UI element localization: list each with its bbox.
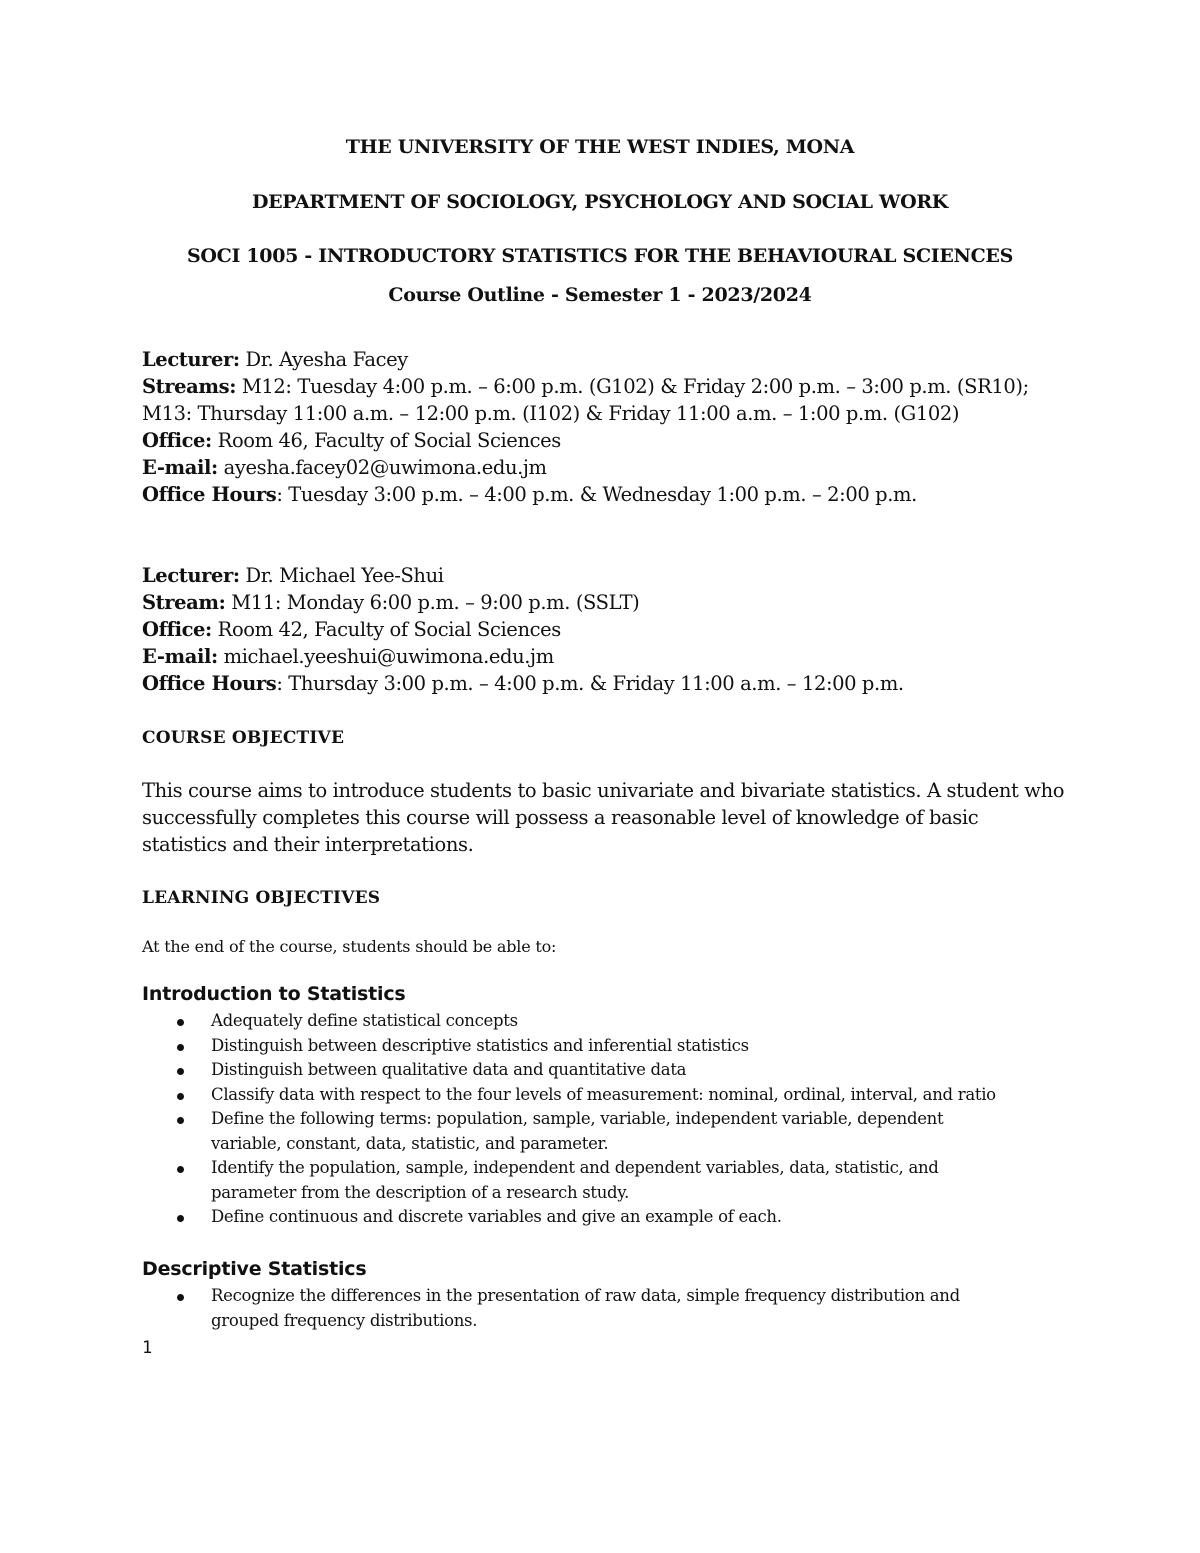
bullet-icon <box>177 1166 184 1173</box>
lecturer1-hours-label: Office Hours <box>142 483 277 506</box>
lecturer1-name-line <box>142 348 408 371</box>
department-title: DEPARTMENT OF SOCIOLOGY, PSYCHOLOGY AND SOCIAL WORK <box>251 191 949 213</box>
bullet-icon <box>177 1068 184 1075</box>
lecturer2-office-value: Room 42, Faculty of Social Sciences <box>211 618 561 641</box>
bullet-icon <box>177 1117 184 1124</box>
lecturer1-email-label: E-mail: <box>142 456 218 479</box>
lecturer2-hours-label: Office Hours <box>142 672 277 695</box>
lecturer1-streams-label: Streams: <box>142 375 237 398</box>
lecturer1-office-line <box>142 429 561 452</box>
lecturer2-hours-value: : Thursday 3:00 p.m. – 4:00 p.m. & Friday 11:00 a.m. – 12:00 p.m. <box>276 672 904 695</box>
paragraph-line: This course aims to introduce students to basic univariate and bivariate statistics. A student who <box>142 779 1065 802</box>
bullet-icon <box>177 1044 184 1051</box>
lecturer1-label: Lecturer: <box>142 348 240 371</box>
list-item: Distinguish between descriptive statistics and inferential statistics <box>142 1034 1062 1059</box>
lecturer2-name-line <box>142 564 444 587</box>
university-title: THE UNIVERSITY OF THE WEST INDIES, MONA <box>345 136 855 158</box>
list-item: Identify the population, sample, independent and dependent variables, data, statistic, and parameter from the description of a research study. <box>142 1156 1062 1205</box>
paragraph-line: statistics and their interpretations. <box>142 833 474 856</box>
descriptive-statistics-heading: Descriptive Statistics <box>142 1258 367 1280</box>
course-title: SOCI 1005 - INTRODUCTORY STATISTICS FOR THE BEHAVIOURAL SCIENCES <box>186 245 1014 267</box>
page-number: 1 <box>142 1338 153 1358</box>
paragraph-line: successfully completes this course will possess a reasonable level of knowledge of basic <box>142 806 979 829</box>
lecturer2-email-label: E-mail: <box>142 645 218 668</box>
lecturer1-name: Dr. Ayesha Facey <box>239 348 408 371</box>
course-objective-heading: COURSE OBJECTIVE <box>142 728 345 748</box>
lecturer2-email-value[interactable]: michael.yeeshui@uwimona.edu.jm <box>217 645 554 668</box>
intro-statistics-heading: Introduction to Statistics <box>142 983 406 1005</box>
lecturer1-office-label: Office: <box>142 429 212 452</box>
lecturer2-stream-line <box>142 591 639 614</box>
lecturer2-stream-label: Stream: <box>142 591 226 614</box>
course-outline-subtitle: Course Outline - Semester 1 - 2023/2024 <box>388 284 812 306</box>
bullet-icon <box>177 1093 184 1100</box>
list-item: Recognize the differences in the presentation of raw data, simple frequency distribution and grouped frequency distributions. <box>142 1284 1062 1333</box>
list-item: Distinguish between qualitative data and quantitative data <box>142 1058 1062 1083</box>
lecturer1-streams-line2: M13: Thursday 11:00 a.m. – 12:00 p.m. (I102) & Friday 11:00 a.m. – 1:00 p.m. (G102) <box>142 402 960 425</box>
bullet-icon <box>177 1215 184 1222</box>
lecturer2-email-line <box>142 645 554 668</box>
learning-objectives-intro: At the end of the course, students should be able to: <box>142 937 557 956</box>
intro-statistics-list <box>142 1009 1062 1230</box>
lecturer2-office-label: Office: <box>142 618 212 641</box>
lecturer2-hours-line <box>142 672 904 695</box>
lecturer1-hours-line <box>142 483 917 506</box>
lecturer1-email-line <box>142 456 547 479</box>
list-item: Define the following terms: population, sample, variable, independent variable, dependent variable, constant, data, statistic, and parameter. <box>142 1107 1062 1156</box>
lecturer2-name: Dr. Michael Yee-Shui <box>239 564 444 587</box>
course-objective-paragraph <box>142 777 1065 858</box>
lecturer1-email-value[interactable]: ayesha.facey02@uwimona.edu.jm <box>217 456 547 479</box>
lecturer1-streams-value: M12: Tuesday 4:00 p.m. – 6:00 p.m. (G102) & Friday 2:00 p.m. – 3:00 p.m. (SR10); <box>236 375 1029 398</box>
lecturer1-office-value: Room 46, Faculty of Social Sciences <box>211 429 561 452</box>
list-item: Classify data with respect to the four levels of measurement: nominal, ordinal, interval, and ratio <box>142 1083 1062 1108</box>
list-item: Define continuous and discrete variables and give an example of each. <box>142 1205 1062 1230</box>
lecturer2-office-line <box>142 618 561 641</box>
lecturer1-streams-line <box>142 375 1029 398</box>
bullet-icon <box>177 1294 184 1301</box>
lecturer1-hours-value: : Tuesday 3:00 p.m. – 4:00 p.m. & Wednesday 1:00 p.m. – 2:00 p.m. <box>276 483 917 506</box>
lecturer2-stream-value: M11: Monday 6:00 p.m. – 9:00 p.m. (SSLT) <box>225 591 640 614</box>
list-item: Adequately define statistical concepts <box>142 1009 1062 1034</box>
bullet-icon <box>177 1019 184 1026</box>
learning-objectives-heading: LEARNING OBJECTIVES <box>142 888 381 908</box>
lecturer2-label: Lecturer: <box>142 564 240 587</box>
descriptive-statistics-list <box>142 1284 1062 1333</box>
